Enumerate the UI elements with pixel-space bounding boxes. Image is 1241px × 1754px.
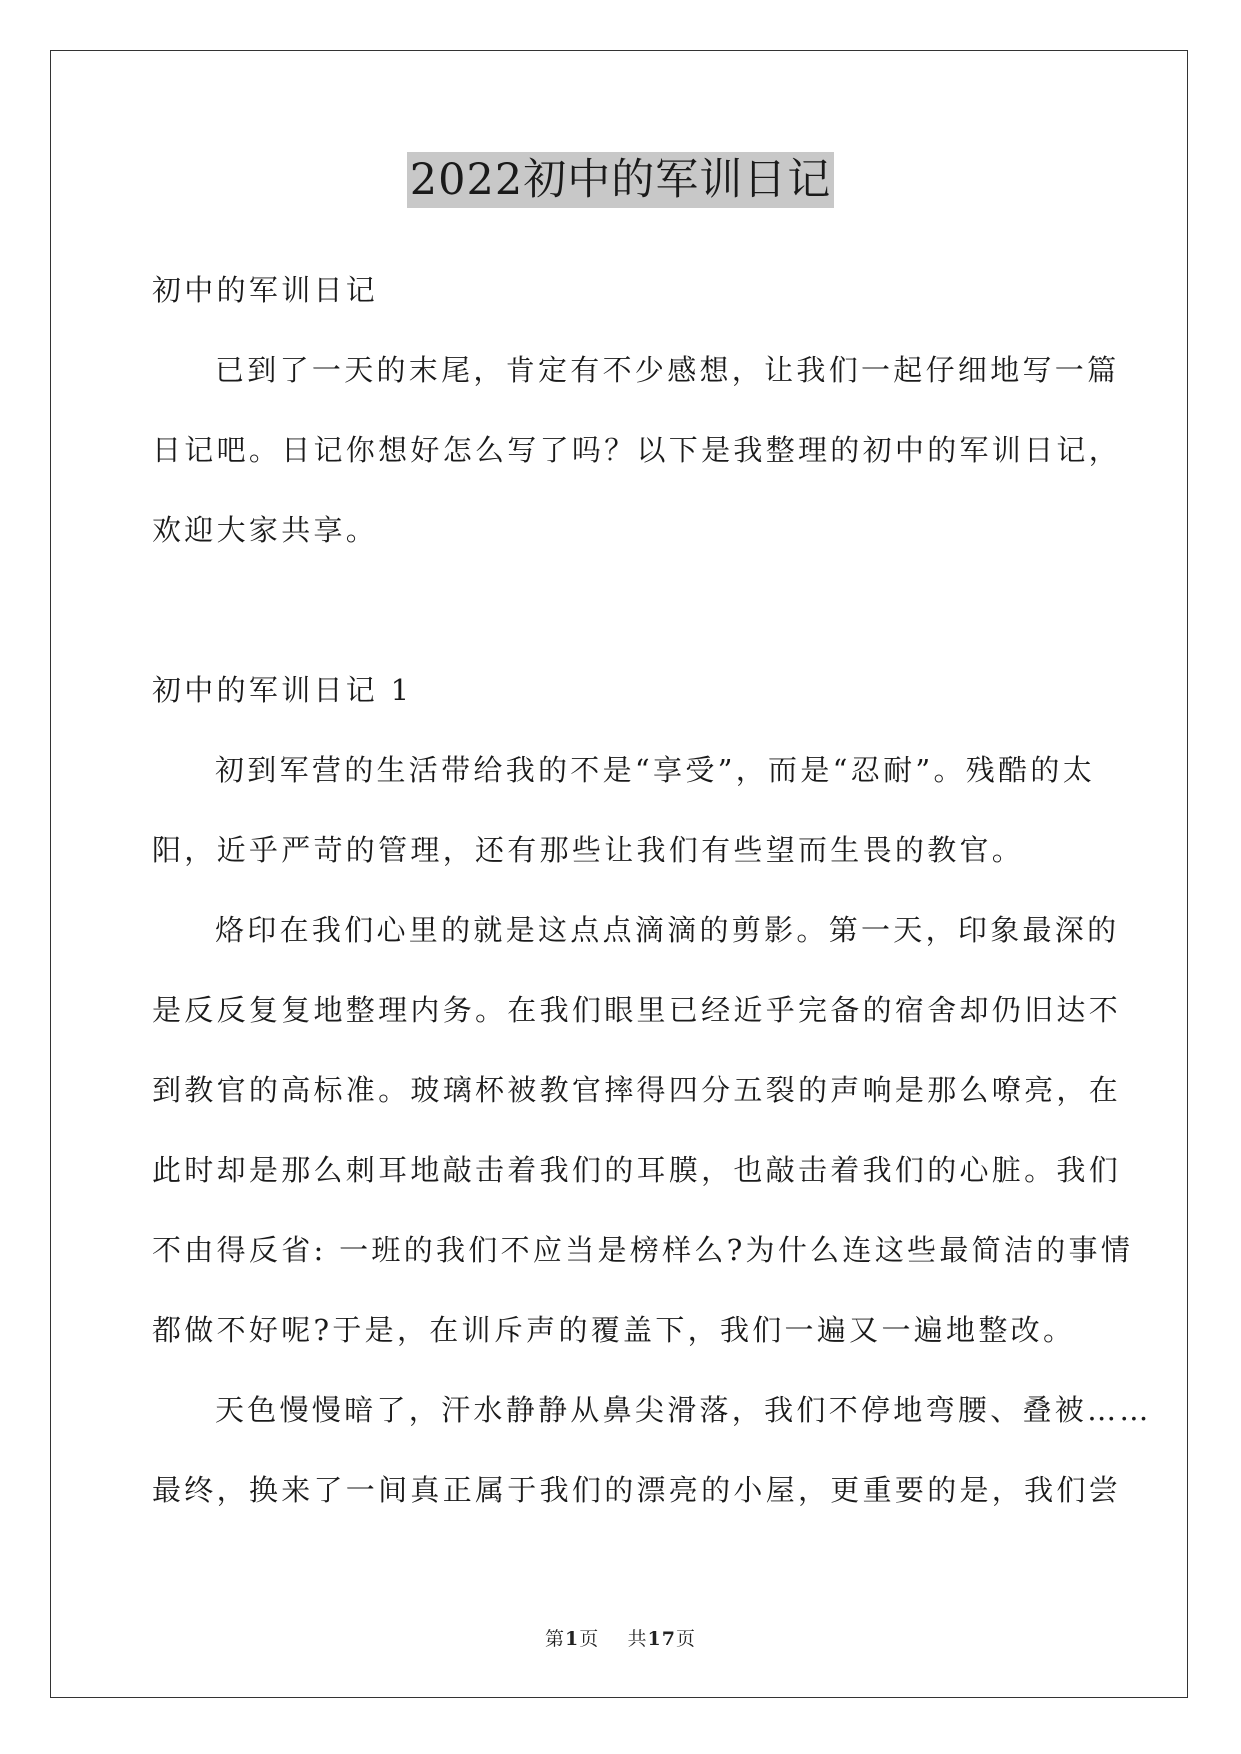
footer-page-prefix: 第	[545, 1628, 566, 1650]
footer-total-prefix: 共	[627, 1628, 648, 1650]
paragraph-line: 此时却是那么刺耳地敲击着我们的耳膜，也敲击着我们的心脏。我们	[152, 1153, 1122, 1187]
paragraph-line: 到教官的高标准。玻璃杯被教官摔得四分五裂的声响是那么嘹亮，在	[152, 1073, 1122, 1107]
paragraph-line: 已到了一天的末尾，肯定有不少感想，让我们一起仔细地写一篇	[215, 353, 1120, 387]
paragraph-line: 不由得反省: 一班的我们不应当是榜样么?为什么连这些最简洁的事情	[152, 1233, 1134, 1267]
paragraph-line: 欢迎大家共享。	[152, 513, 379, 547]
paragraph-line: 烙印在我们心里的就是这点点滴滴的剪影。第一天，印象最深的	[215, 913, 1120, 947]
paragraph-line: 是反反复复地整理内务。在我们眼里已经近乎完备的宿舍却仍旧达不	[152, 993, 1122, 1027]
footer-total-number: 17	[647, 1628, 676, 1650]
footer-total-suffix: 页	[675, 1628, 696, 1650]
paragraph-line: 日记吧。日记你想好怎么写了吗？以下是我整理的初中的军训日记，	[152, 433, 1122, 467]
footer-page-suffix: 页	[579, 1628, 600, 1650]
paragraph-line: 天色慢慢暗了，汗水静静从鼻尖滑落，我们不停地弯腰、叠被……	[215, 1393, 1152, 1427]
paragraph-line: 最终，换来了一间真正属于我们的漂亮的小屋，更重要的是，我们尝	[152, 1473, 1122, 1507]
paragraph-line: 都做不好呢?于是，在训斥声的覆盖下，我们一遍又一遍地整改。	[152, 1313, 1076, 1347]
paragraph-line: 阳，近乎严苛的管理，还有那些让我们有些望而生畏的教官。	[152, 833, 1025, 867]
document-title: 2022初中的军训日记	[407, 152, 834, 208]
section-heading: 初中的军训日记 1	[152, 673, 413, 707]
subtitle: 初中的军训日记	[152, 273, 379, 307]
paragraph-line: 初到军营的生活带给我的不是“享受”，而是“忍耐”。残酷的太	[215, 753, 1096, 787]
title-container	[0, 152, 1241, 208]
footer-page-number: 1	[565, 1628, 580, 1650]
page-footer	[0, 1624, 1241, 1651]
